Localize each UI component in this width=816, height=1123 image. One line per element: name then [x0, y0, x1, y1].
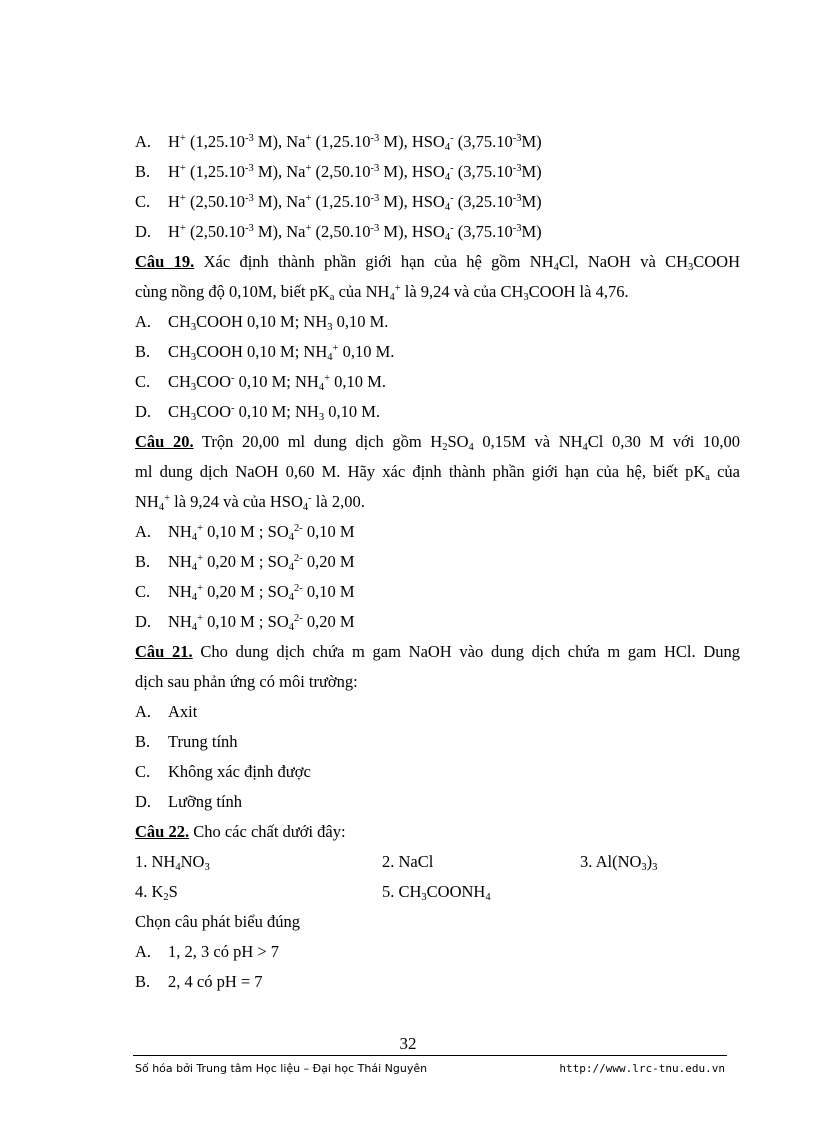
q20-option-d — [135, 607, 740, 637]
option-label: A. — [135, 132, 152, 151]
substance-item: 3. $Al(NO_3)_3$ — [580, 852, 658, 873]
q19-option-d — [135, 397, 740, 427]
option-text: $NH_4^+$ 0,10 M ; $SO_4^{2-}$ 0,10 M — [168, 522, 355, 543]
option-text: $NH_4^+$ 0,10 M ; $SO_4^{2-}$ 0,20 M — [168, 612, 355, 633]
option-text: Lưỡng tính — [168, 792, 243, 811]
option-text: $NH_4^+$ 0,20 M ; $SO_4^{2-}$ 0,20 M — [168, 552, 355, 573]
question-text: dịch sau phản ứng có môi trường: — [135, 672, 358, 691]
q22-option-a — [135, 937, 740, 967]
q21-option-c — [135, 757, 740, 787]
option-text: 2, 4 có pH = 7 — [168, 972, 263, 991]
question-20 — [135, 427, 740, 637]
q21-option-a — [135, 697, 740, 727]
q20-option-a — [135, 517, 740, 547]
option-label: B. — [135, 162, 151, 181]
option-text: $CH_3COOH$ 0,10 M; $NH_3$ 0,10 M. — [168, 312, 389, 333]
option-text: $CH_3COOH$ 0,10 M; $NH_4^+$ 0,10 M. — [168, 342, 395, 363]
q18-option-b — [135, 157, 740, 187]
option-text: H+ ($1,25.10^{-3}$ M), Na+ ($1,25.10^{-3}$ M), $HSO_4^-$ $(3,75.10^{-3}M)$ — [168, 132, 542, 153]
question-22-stem — [135, 817, 740, 847]
question-19-stem — [135, 247, 740, 307]
question-21 — [135, 637, 740, 817]
option-label: B. — [135, 552, 151, 571]
question-text: Cho dung dịch chứa m gam NaOH vào dung dịch chứa m gam HCl. Dung — [200, 642, 740, 661]
footer-url: http://www.lrc-tnu.edu.vn — [559, 1062, 725, 1075]
question-number: Câu 22. — [135, 822, 190, 841]
option-label: D. — [135, 792, 152, 811]
q19-option-b — [135, 337, 740, 367]
q19-option-a — [135, 307, 740, 337]
substance-item: 1. $NH_4NO_3$ — [135, 852, 210, 873]
stem-line — [135, 277, 740, 307]
option-text: H+ ($2,50.10^{-3}$ M), Na+ ($2,50.10^{-3}$ M), $HSO_4^-$ $(3,75.10^{-3}M)$ — [168, 222, 542, 243]
q20-option-b — [135, 547, 740, 577]
q18-option-a — [135, 127, 740, 157]
question-22 — [135, 817, 740, 997]
footer-source: Số hóa bởi Trung tâm Học liệu – Đại học Thái Nguyên — [135, 1062, 428, 1075]
stem-line — [135, 667, 740, 697]
page-content — [135, 127, 740, 997]
option-text: $CH_3COO^-$ 0,10 M; $NH_3$ 0,10 M. — [168, 402, 381, 423]
option-label: D. — [135, 402, 152, 421]
stem-line — [135, 247, 740, 277]
substance-item: 5. $CH_3COONH_4$ — [382, 882, 491, 903]
option-text: Không xác định được — [168, 762, 311, 781]
question-text: Trộn 20,00 ml dung dịch gồm $H_2SO_4$ 0,15M và $NH_4Cl$ 0,30 M với 10,00 — [201, 432, 740, 453]
q21-option-b — [135, 727, 740, 757]
page-number: 32 — [399, 1034, 417, 1053]
option-label: A. — [135, 702, 152, 721]
q18-option-c — [135, 187, 740, 217]
substance-row-1 — [135, 847, 740, 877]
option-label: B. — [135, 342, 151, 361]
question-number: Câu 20. — [135, 432, 194, 451]
question-text: cùng nồng độ 0,10M, biết $pK_a$ của $NH_4^+$ là 9,24 và của $CH_3COOH$ là 4,76. — [135, 282, 629, 303]
stem-line — [135, 457, 740, 487]
option-label: B. — [135, 732, 151, 751]
question-text: ml dung dịch NaOH 0,60 M. Hãy xác định thành phần giới hạn của hệ, biết $pK_a$ của — [135, 462, 740, 483]
q20-option-c — [135, 577, 740, 607]
q18-option-d — [135, 217, 740, 247]
option-label: C. — [135, 372, 151, 391]
question-20-stem — [135, 427, 740, 517]
substance-row-2 — [135, 877, 740, 907]
footer-divider — [133, 1055, 727, 1056]
stem-line — [135, 427, 740, 457]
option-label: A. — [135, 312, 152, 331]
option-label: C. — [135, 192, 151, 211]
question-22-prompt: Chọn câu phát biểu đúng — [135, 912, 300, 931]
footer — [135, 1062, 725, 1075]
option-label: D. — [135, 612, 152, 631]
option-label: D. — [135, 222, 152, 241]
option-label: C. — [135, 762, 151, 781]
stem-line — [135, 637, 740, 667]
q19-option-c — [135, 367, 740, 397]
question-text: $NH_4^+$ là 9,24 và của $HSO_4^-$ là 2,00. — [135, 492, 365, 513]
stem-line — [135, 487, 740, 517]
option-label: A. — [135, 522, 152, 541]
question-number: Câu 19. — [135, 252, 195, 271]
question-text: Xác định thành phần giới hạn của hệ gồm $NH_4Cl$, NaOH và $CH_3COOH$ — [203, 252, 740, 273]
question-text: Cho các chất dưới đây: — [193, 822, 346, 841]
option-label: A. — [135, 942, 152, 961]
q21-option-d — [135, 787, 740, 817]
option-text: Axit — [168, 702, 198, 721]
option-text: 1, 2, 3 có pH > 7 — [168, 942, 280, 961]
substance-item: 4. $K_2S$ — [135, 882, 178, 903]
question-21-stem — [135, 637, 740, 697]
substance-item: 2. NaCl — [382, 852, 434, 871]
question-19 — [135, 247, 740, 427]
option-label: B. — [135, 972, 151, 991]
option-text: Trung tính — [168, 732, 238, 751]
option-text: H+ ($2,50.10^{-3}$ M), Na+ ($1,25.10^{-3}$ M), $HSO_4^-$ $(3,25.10^{-3}M)$ — [168, 192, 542, 213]
option-text: $NH_4^+$ 0,20 M ; $SO_4^{2-}$ 0,10 M — [168, 582, 355, 603]
q22-option-b — [135, 967, 740, 997]
option-label: C. — [135, 582, 151, 601]
option-text: $CH_3COO^-$ 0,10 M; $NH_4^+$ 0,10 M. — [168, 372, 386, 393]
question-number: Câu 21. — [135, 642, 193, 661]
option-text: H+ ($1,25.10^{-3}$ M), Na+ ($2,50.10^{-3}$ M), $HSO_4^-$ $(3,75.10^{-3}M)$ — [168, 162, 542, 183]
